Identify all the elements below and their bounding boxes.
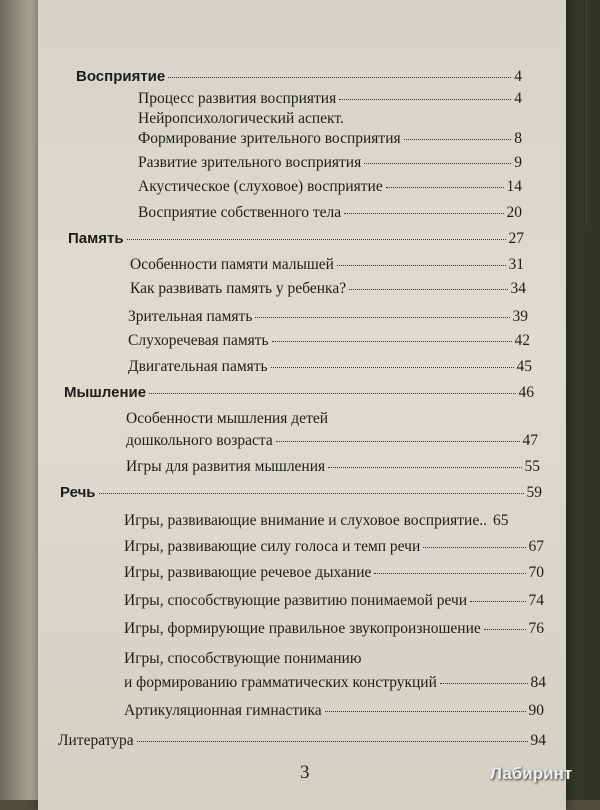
toc-page: 90 xyxy=(528,702,544,719)
toc-page: 55 xyxy=(524,458,540,475)
watermark-logo: Лабиринт xyxy=(490,764,573,783)
toc-page: 84 xyxy=(530,674,546,691)
leader-dots xyxy=(344,213,503,214)
leader-dots xyxy=(470,601,525,602)
leader-dots xyxy=(440,683,528,684)
toc-page: 45 xyxy=(516,358,532,375)
leader-dots xyxy=(374,573,525,574)
toc-item xyxy=(130,280,526,298)
toc-page: 9 xyxy=(514,154,522,171)
toc-label: Игры, развивающие силу голоса и темп речи xyxy=(124,538,421,555)
toc-item xyxy=(130,256,524,274)
toc-label: Двигательная память xyxy=(128,358,268,375)
leader-dots xyxy=(99,493,524,494)
toc-label: Литература xyxy=(58,732,134,749)
toc-label: и формированию грамматических конструкций xyxy=(124,674,437,691)
leader-dots xyxy=(328,467,521,468)
toc-item xyxy=(126,458,540,476)
leader-dots xyxy=(404,139,512,140)
toc-item xyxy=(124,592,544,610)
leader-dots xyxy=(127,239,506,240)
toc-label: Восприятие xyxy=(76,68,166,85)
toc-label: Мышление xyxy=(64,384,147,401)
toc-item xyxy=(124,702,544,720)
page-edge-line xyxy=(586,0,587,226)
toc-label: Формирование зрительного восприятия xyxy=(138,130,401,147)
toc-label: Зрительная память xyxy=(128,308,253,325)
toc-page: 31 xyxy=(508,256,524,273)
leader-dots xyxy=(276,441,520,442)
toc-section-thinking xyxy=(64,384,534,402)
toc-item xyxy=(138,154,522,172)
toc-page: 47 xyxy=(522,432,538,449)
leader-dots xyxy=(349,289,507,290)
toc-label: Акустическое (слуховое) восприятие xyxy=(138,178,383,195)
toc-page: 67 xyxy=(528,538,544,555)
toc-label: Игры, способствующие развитию понимаемой речи xyxy=(124,592,468,609)
toc-page: 76 xyxy=(528,620,544,637)
toc-page: 14 xyxy=(506,178,522,195)
toc-page: 4 xyxy=(514,68,522,85)
toc-page: 59 xyxy=(526,484,542,501)
toc-label: Артикуляционная гимнастика xyxy=(124,702,322,719)
toc-label: Слухоречевая память xyxy=(128,332,269,349)
leader-dots xyxy=(484,629,526,630)
toc-item xyxy=(128,308,528,326)
book-page xyxy=(38,0,566,810)
leader-dots xyxy=(325,711,526,712)
toc-section-memory xyxy=(68,230,524,248)
toc-label: Развитие зрительного восприятия xyxy=(138,154,362,171)
toc-item xyxy=(138,130,522,148)
toc-label: Как развивать память у ребенка? xyxy=(130,280,347,297)
toc-page: 46 xyxy=(518,384,534,401)
toc-item xyxy=(124,512,544,530)
toc-page: 65 xyxy=(492,512,509,529)
leader-dots xyxy=(423,547,525,548)
toc-section-speech xyxy=(60,484,542,502)
leader-dots xyxy=(271,367,514,368)
toc-label: Особенности мышления детей xyxy=(126,410,329,427)
toc-label: Игры, формирующие правильное звукопроизношение xyxy=(124,620,481,637)
leader-dots xyxy=(255,317,509,318)
toc-label: Особенности памяти малышей xyxy=(130,256,334,273)
toc-item xyxy=(124,674,546,692)
toc-item xyxy=(128,332,530,350)
toc-label: Нейропсихологический аспект. xyxy=(138,110,344,127)
toc-page: 94 xyxy=(530,732,546,749)
toc-page: 20 xyxy=(506,204,522,221)
toc-page: 4 xyxy=(514,90,522,107)
leader-dots xyxy=(137,741,528,742)
leader-dots xyxy=(149,393,515,394)
toc-item xyxy=(124,538,544,556)
toc-label: Речь xyxy=(60,484,96,501)
toc-label: Игры, развивающие речевое дыхание xyxy=(124,564,372,581)
leader-dots xyxy=(168,77,511,78)
toc-label: Восприятие собственного тела xyxy=(138,204,342,221)
leader-dots xyxy=(386,187,504,188)
toc-item xyxy=(128,358,532,376)
toc-item xyxy=(124,564,544,582)
toc-item xyxy=(138,178,522,196)
toc-section-literature xyxy=(58,732,546,750)
leader-dots xyxy=(339,99,511,100)
toc-page: 70 xyxy=(528,564,544,581)
leader-dots xyxy=(272,341,512,342)
toc-page: 8 xyxy=(514,130,522,147)
toc-section-perception xyxy=(76,68,522,86)
leader-dots xyxy=(337,265,506,266)
toc-page: 74 xyxy=(528,592,544,609)
toc-page: 27 xyxy=(508,230,524,247)
toc-item xyxy=(138,90,522,108)
toc-page: 34 xyxy=(510,280,526,297)
toc-item xyxy=(138,204,522,222)
toc-item xyxy=(124,620,544,638)
toc-label: Память xyxy=(68,230,124,247)
toc-label: дошкольного возраста xyxy=(126,432,273,449)
toc-label: Игры, развивающие внимание и слуховое восприятие.. xyxy=(124,512,487,529)
toc-item xyxy=(126,432,538,450)
leader-dots xyxy=(364,163,511,164)
toc-page: 42 xyxy=(514,332,530,349)
toc-label: Игры для развития мышления xyxy=(126,458,326,475)
toc-page: 39 xyxy=(512,308,528,325)
page-number: 3 xyxy=(300,762,310,783)
toc-label: Игры, способствующие пониманию xyxy=(124,650,362,667)
toc-label: Процесс развития восприятия xyxy=(138,90,337,107)
